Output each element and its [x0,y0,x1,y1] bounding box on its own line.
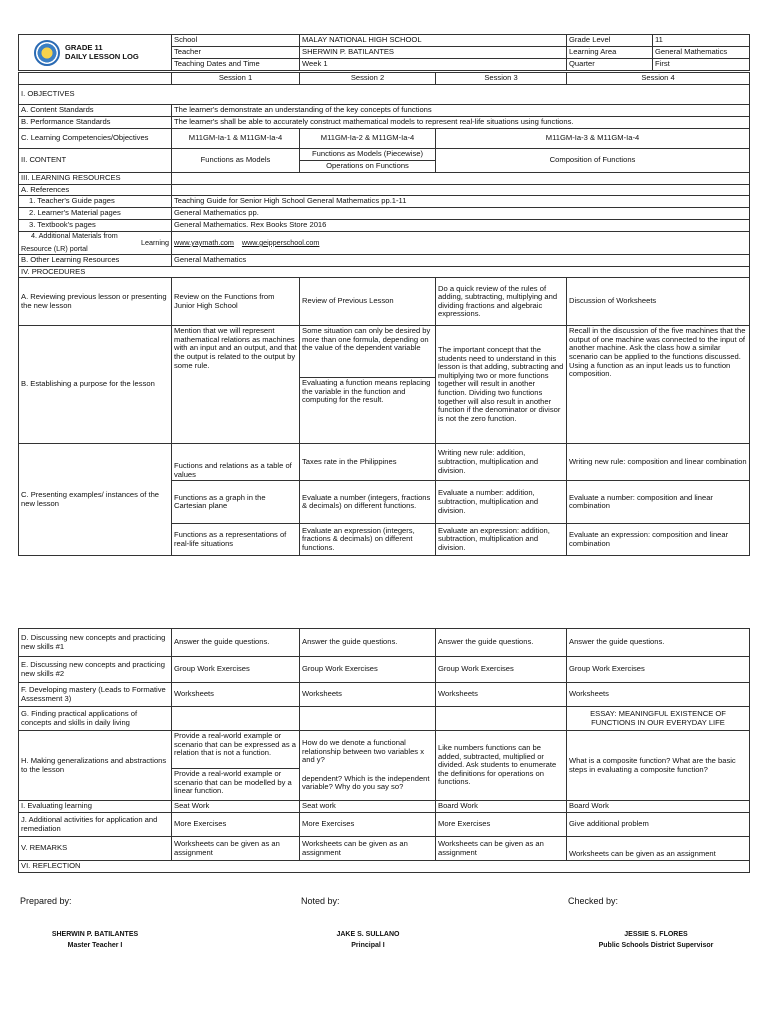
procedure-h-s3: Like numbers functions can be added, subtracted, multiplied or divided. Ask students to enumerate the definitions for operations on functions. [436,731,567,801]
school-label: School [172,35,300,47]
content-s1: Functions as Models [172,149,300,173]
procedure-c-r3-s4: Evaluate an expression: composition and linear combination [567,524,750,556]
competencies-label: C. Learning Competencies/Objectives [19,129,172,149]
quarter-value: First [653,59,750,71]
procedure-b-s3: The important concept that the students need to understand in this lesson is that adding, subtracting and multiplying two or more functions together will result in another function. Dividing two functions together will also result in another function if the denominator or divisor is not the zero function. [436,326,567,444]
procedure-c-r1-s3: Writing new rule: addition, subtraction, multiplication and division. [436,444,567,481]
textbook-value: General Mathematics. Rex Books Store 2016 [172,220,750,232]
prepared-by-label: Prepared by: [20,896,72,906]
procedure-c-r3-s1: Functions as a representations of real-life situations [172,524,300,556]
dates-label: Teaching Dates and Time [172,59,300,71]
session-4-header: Session 4 [567,73,750,85]
learners-material-label: 2. Learner's Material pages [19,208,172,220]
procedure-f-s4: Worksheets [567,683,750,707]
procedure-h-s1b: Provide a real-world example or scenario that can be modelled by a linear function. [172,769,300,801]
procedure-h-s4: What is a composite function? What are the basic steps in evaluating a composite function? [567,731,750,801]
dates-value: Week 1 [300,59,567,71]
empty-cell [19,73,172,85]
procedure-g-s4: ESSAY: MEANINGFUL EXISTENCE OF FUNCTIONS IN OUR EVERYDAY LIFE [567,707,750,731]
procedure-h-s2b: dependent? Which is the independent variable? Why do you say so? [302,773,430,792]
noted-by-title: Principal I [351,942,385,949]
session-3-header: Session 3 [436,73,567,85]
teachers-guide-value: Teaching Guide for Senior High School General Mathematics pp.1-11 [172,196,750,208]
additional-materials-label [19,232,172,255]
remarks-s4: Worksheets can be given as an assignment [567,837,750,861]
procedure-g-label: G. Finding practical applications of concepts and skills in daily living [19,707,172,731]
remarks-s1: Worksheets can be given as an assignment [172,837,300,861]
yaymath-link[interactable]: www.yaymath.com [174,237,234,247]
content-standards-label: A. Content Standards [19,105,172,117]
remarks-s2: Worksheets can be given as an assignment [300,837,436,861]
procedure-j-s1: More Exercises [172,813,300,837]
checked-by-name: JESSIE S. FLORES [624,931,688,938]
procedure-d-s3: Answer the guide questions. [436,629,567,657]
additional-label-c: Resource (LR) portal [21,244,88,254]
content-standards-value: The learner's demonstrate an understanding of the key concepts of functions [172,105,750,117]
lesson-table-part2 [18,628,750,873]
prepared-by-title: Master Teacher I [67,942,123,949]
procedure-a-s3: Do a quick review of the rules of adding, subtracting, multiplying and dividing fractions and algebraic expressions. [436,278,567,326]
resources-heading: III. LEARNING RESOURCES [19,173,172,185]
empty-cell [300,707,436,731]
empty-cell [172,173,750,185]
procedure-e-s1: Group Work Exercises [172,657,300,683]
header-title-cell [19,35,172,71]
procedure-h-label: H. Making generalizations and abstractions to the lesson [19,731,172,801]
additional-label-b: Learning [141,237,169,247]
content-s2a: Functions as Models (Piecewise) [300,149,436,161]
competency-s3-s4: M11GM-Ia-3 & M11GM-Ia-4 [436,129,750,149]
procedure-e-s3: Group Work Exercises [436,657,567,683]
remarks-s3: Worksheets can be given as an assignment [436,837,567,861]
teachers-guide-label: 1. Teacher's Guide pages [19,196,172,208]
procedure-c-r1-s1: Fuctions and relations as a table of values [172,444,300,481]
procedure-i-s3: Board Work [436,801,567,813]
procedure-c-r2-s4: Evaluate a number: composition and linear combination [567,481,750,524]
procedure-f-label: F. Developing mastery (Leads to Formative Assessment 3) [19,683,172,707]
procedure-c-r3-s2: Evaluate an expression (integers, fractions & decimals) on different functions. [300,524,436,556]
geipperschool-link[interactable]: www.geipperschool.com [241,237,320,247]
competency-s1: M11GM-Ia-1 & M11GM-Ia-4 [172,129,300,149]
procedure-c-r2-s1: Functions as a graph in the Cartesian plane [172,481,300,524]
procedure-h-s1a: Provide a real-world example or scenario that can be expressed as a relation that is not a function. [172,731,300,769]
header-table [18,34,750,71]
session-2-header: Session 2 [300,73,436,85]
references-label: A. References [19,184,172,196]
procedure-i-s4: Board Work [567,801,750,813]
procedure-d-s4: Answer the guide questions. [567,629,750,657]
procedure-f-s1: Worksheets [172,683,300,707]
procedure-j-s2: More Exercises [300,813,436,837]
noted-by-label: Noted by: [301,896,340,906]
competency-s2: M11GM-Ia-2 & M11GM-Ia-4 [300,129,436,149]
empty-cell [172,184,750,196]
procedure-h-s2: How do we denote a functional relationship between two variables x and y? [302,738,424,765]
grade-level-label: Grade Level [567,35,653,47]
procedure-b-s2a: Some situation can only be desired by more than one formula, depending on the value of the dependent variable [300,326,436,378]
grade-level-value: 11 [653,35,750,47]
procedure-b-s1: Mention that we will represent mathematical relations as machines with an input and an output, and that the output is related to the output by some rule. [172,326,300,444]
objectives-heading: I. OBJECTIVES [19,85,750,105]
procedure-h-s2-cell [300,731,436,801]
teacher-value: SHERWIN P. BATILANTES [300,47,567,59]
session-1-header: Session 1 [172,73,300,85]
procedure-d-label: D. Discussing new concepts and practicing new skills #1 [19,629,172,657]
procedure-c-r3-s3: Evaluate an expression: addition, subtraction, multiplication and division. [436,524,567,556]
checked-by-title: Public Schools District Supervisor [598,942,714,949]
procedure-b-s4: Recall in the discussion of the five machines that the output of one machine was connected to the input of another machine. Ask the class how a similar scenario can be applied to the functions discussed. Using a function as an input leads us to function composition. [567,326,750,444]
empty-cell [436,707,567,731]
area-value: General Mathematics [653,47,750,59]
procedure-e-label: E. Discussing new concepts and practicing new skills #2 [19,657,172,683]
content-heading: II. CONTENT [19,149,172,173]
procedure-i-label: I. Evaluating learning [19,801,172,813]
procedure-c-r2-s2: Evaluate a number (integers, fractions & decimals) on different functions. [300,481,436,524]
procedure-j-s3: More Exercises [436,813,567,837]
school-value: MALAY NATIONAL HIGH SCHOOL [300,35,567,47]
procedure-a-s2: Review of Previous Lesson [300,278,436,326]
procedure-d-s2: Answer the guide questions. [300,629,436,657]
procedure-c-r1-s2: Taxes rate in the Philippines [300,444,436,481]
additional-materials-value [172,232,750,255]
teacher-label: Teacher [172,47,300,59]
other-resources-value: General Mathematics [172,254,750,266]
additional-label-a: 4. Additional Materials from [31,231,118,241]
procedure-d-s1: Answer the guide questions. [172,629,300,657]
procedure-b-s2b: Evaluating a function means replacing the variable in the function and computing for the result. [300,378,436,444]
reflection-heading: VI. REFLECTION [19,861,750,873]
content-s2b: Operations on Functions [300,161,436,173]
procedure-f-s2: Worksheets [300,683,436,707]
content-s3-s4: Composition of Functions [436,149,750,173]
prepared-by-name: SHERWIN P. BATILANTES [51,931,139,938]
performance-standards-value: The learner's shall be able to accurately construct mathematical models to represent real-life situations using functions. [172,117,750,129]
procedure-e-s2: Group Work Exercises [300,657,436,683]
quarter-label: Quarter [567,59,653,71]
remarks-label: V. REMARKS [19,837,172,861]
grade-title: GRADE 11 [65,42,103,52]
lesson-table-part1 [18,72,750,556]
procedure-c-r2-s3: Evaluate a number: addition, subtraction, multiplication and division. [436,481,567,524]
procedures-heading: IV. PROCEDURES [19,266,750,278]
procedure-f-s3: Worksheets [436,683,567,707]
procedure-i-s1: Seat Work [172,801,300,813]
procedure-a-label: A. Reviewing previous lesson or presenting the new lesson [19,278,172,326]
procedure-a-s1: Review on the Functions from Junior High School [172,278,300,326]
procedure-j-s4: Give additional problem [567,813,750,837]
learners-material-value: General Mathematics pp. [172,208,750,220]
area-label: Learning Area [567,47,653,59]
empty-cell [172,707,300,731]
procedure-c-r1-s4: Writing new rule: composition and linear combination [567,444,750,481]
procedure-b-label: B. Establishing a purpose for the lesson [19,326,172,444]
procedure-j-label: J. Additional activities for application and remediation [19,813,172,837]
other-resources-label: B. Other Learning Resources [19,254,172,266]
textbook-label: 3. Textbook's pages [19,220,172,232]
procedure-i-s2: Seat work [300,801,436,813]
performance-standards-label: B. Performance Standards [19,117,172,129]
procedure-e-s4: Group Work Exercises [567,657,750,683]
checked-by-label: Checked by: [568,896,619,906]
procedure-a-s4: Discussion of Worksheets [567,278,750,326]
noted-by-name: JAKE S. SULLANO [336,931,400,938]
log-title: DAILY LESSON LOG [65,51,139,61]
procedure-c-label: C. Presenting examples/ instances of the new lesson [19,444,172,556]
